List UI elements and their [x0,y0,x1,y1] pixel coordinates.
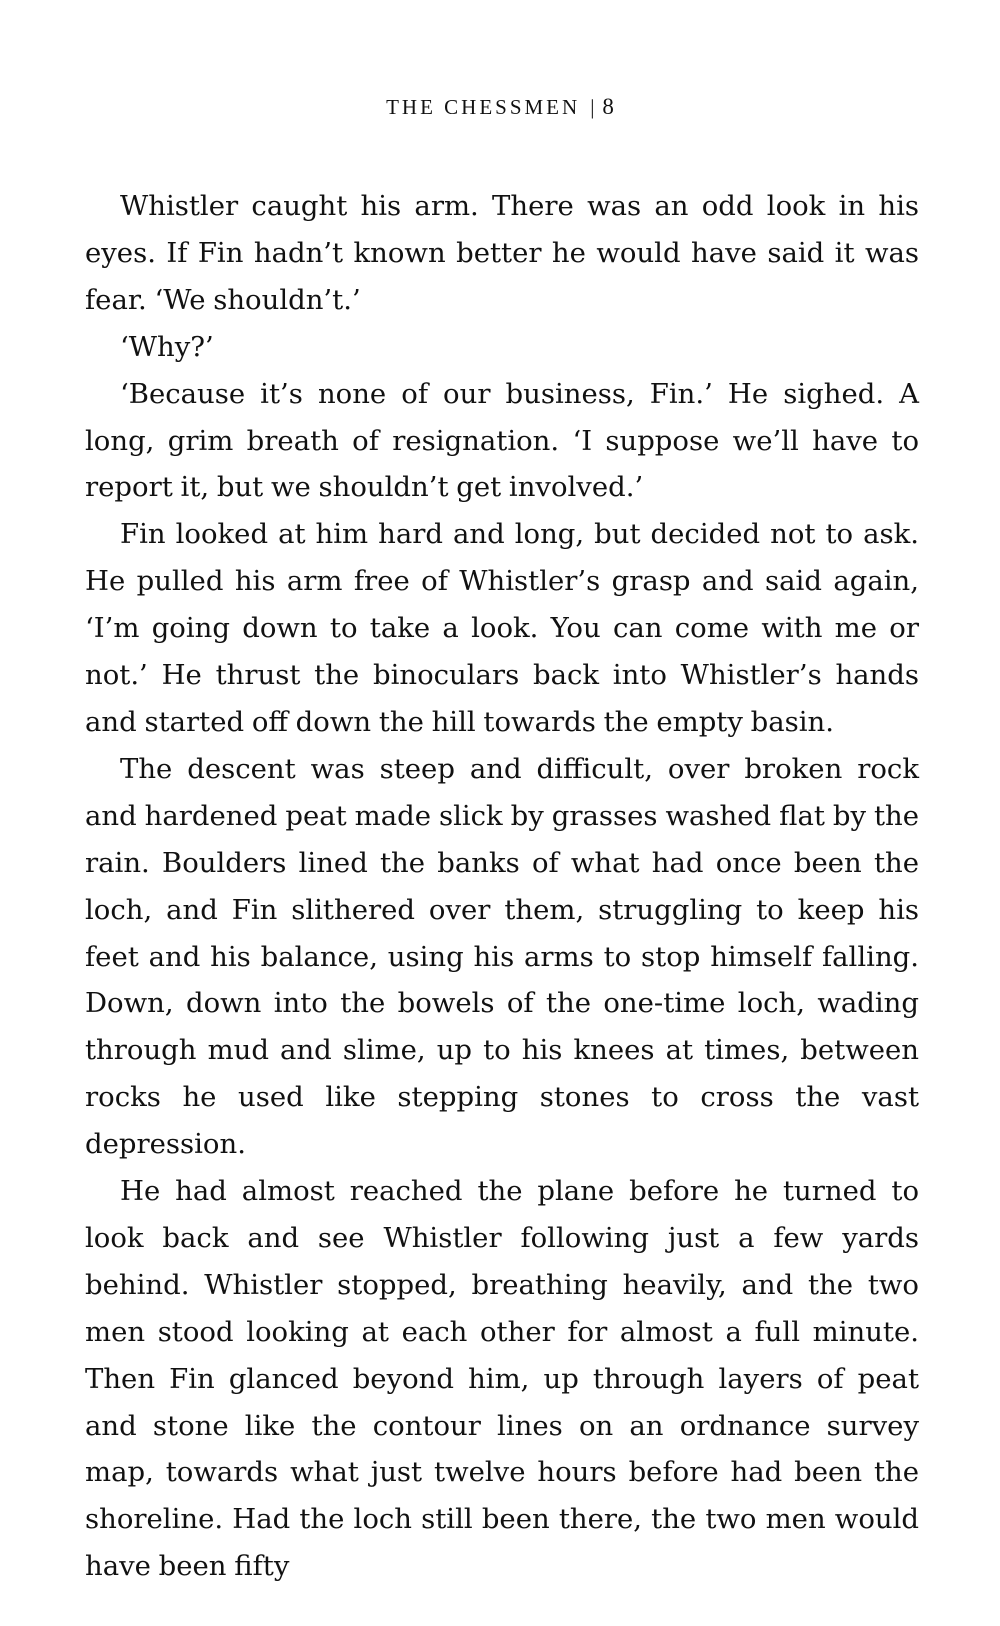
paragraph: The descent was steep and difficult, over broken rock and hardened peat made slick by grasses washed flat by the rain. Boulders lined the banks of what had once been the loch, and Fin slithered over them, struggling to keep his feet and his balance, using his arms to stop himself falling. Down, down into the bowels of the one-time loch, wading through mud and slime, up to his knees at times, between rocks he used like stepping stones to cross the vast depression. [85,752,919,1161]
body-text [85,183,919,1590]
header-separator: | [590,95,595,119]
paragraph: ‘Because it’s none of our business, Fin.’ He sighed. A long, grim breath of resignation. ‘I suppose we’ll have to report it, but we shouldn’t get involved.’ [85,377,919,504]
book-title: THE CHESSMEN [386,95,581,119]
page-number: 8 [602,94,614,119]
paragraph: ‘Why?’ [120,330,214,363]
paragraph: He had almost reached the plane before he turned to look back and see Whistler following just a few yards behind. Whistler stopped, breathing heavily, and the two men stood looking at each other for almost a full minute. Then Fin glanced beyond him, up through layers of peat and stone like the contour lines on an ordnance survey map, towards what just twelve hours before had been the shoreline. Had the loch still been there, the two men would have been fifty [85,1175,919,1583]
paragraph: Fin looked at him hard and long, but decided not to ask. He pulled his arm free of Whistler’s grasp and said again, ‘I’m going down to take a look. You can come with me or not.’ He thrust the binoculars back into Whistler’s hands and started off down the hill towards the empty basin. [85,518,919,738]
paragraph: Whistler caught his arm. There was an odd look in his eyes. If Fin hadn’t known better he would have said it was fear. ‘We shouldn’t.’ [85,190,919,316]
running-head [0,94,1000,120]
